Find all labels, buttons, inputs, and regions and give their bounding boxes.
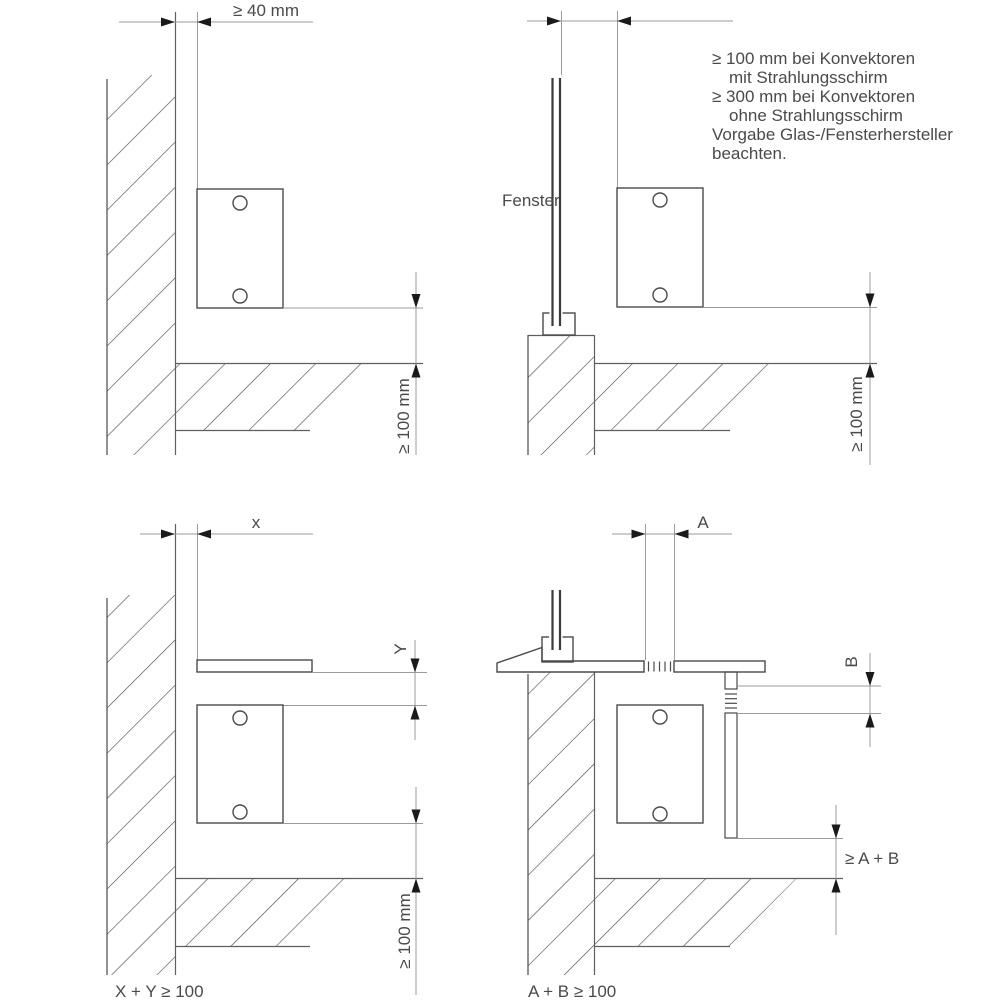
- mounting-hole: [233, 196, 247, 210]
- window-label: Fenster: [502, 191, 560, 210]
- dimension-label: ≥ 100 mm: [847, 376, 866, 452]
- mounting-hole: [653, 807, 667, 821]
- dimension-label: Y: [391, 643, 410, 655]
- mounting-hole: [653, 193, 667, 207]
- mounting-hole: [653, 288, 667, 302]
- dimension-label: x: [251, 513, 261, 532]
- mounting-hole: [653, 710, 667, 724]
- dimension-label: ≥ A + B: [845, 849, 900, 868]
- dimension-label: A: [697, 513, 709, 532]
- note-line: mit Strahlungsschirm: [729, 68, 888, 87]
- dimension-label: B: [842, 656, 861, 668]
- dimension-label: ≥ 40 mm: [232, 1, 300, 20]
- formula-label: A + B ≥ 100: [528, 982, 617, 1000]
- note-line: Vorgabe Glas-/Fensterhersteller: [712, 125, 953, 144]
- mounting-hole: [233, 289, 247, 303]
- note-line: ≥ 300 mm bei Konvektoren: [712, 87, 916, 106]
- note-line: beachten.: [712, 144, 787, 163]
- mounting-hole: [233, 805, 247, 819]
- note-line: ≥ 100 mm bei Konvektoren: [712, 49, 916, 68]
- dimension-label: ≥ 100 mm: [394, 378, 413, 454]
- note-line: ohne Strahlungsschirm: [729, 106, 903, 125]
- dimension-label: ≥ 100 mm: [395, 893, 414, 969]
- formula-label: X + Y ≥ 100: [115, 982, 204, 1000]
- mounting-hole: [233, 711, 247, 725]
